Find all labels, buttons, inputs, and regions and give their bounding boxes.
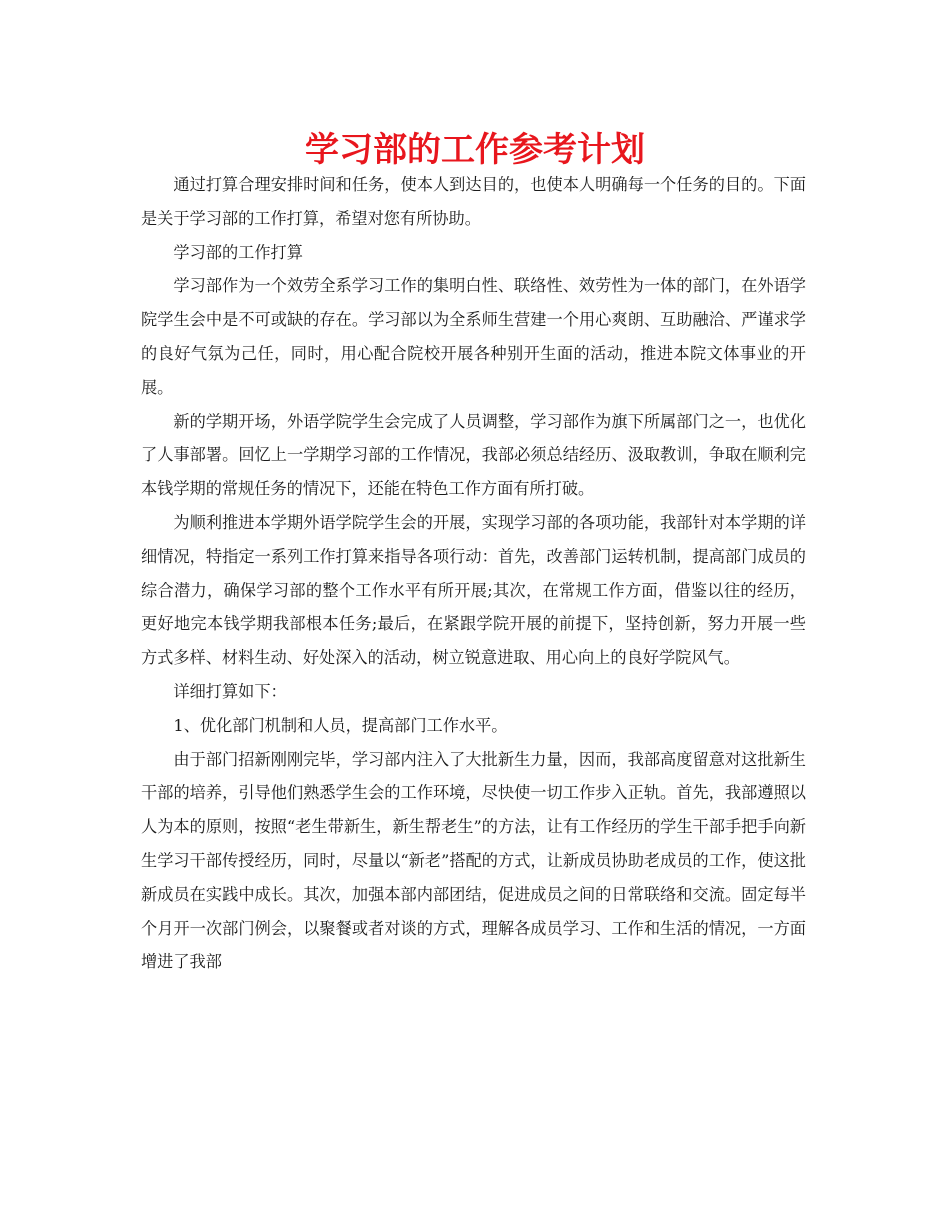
paragraph-heading: 学习部的工作打算 (173, 242, 303, 262)
paragraph-new-semester: 新的学期开场，外语学院学生会完成了人员调整，学习部作为旗下所属部门之一，也优化了人事部署。回忆上一学期学习部的工作情况，我部必须总结经历、汲取教训，争取在顺利完本钱学期的常规任务的情况下，还能在特色工作方面有所打破。 (141, 411, 806, 499)
paragraph-details-label: 详细打算如下： (173, 681, 287, 701)
document-body (141, 168, 806, 979)
paragraph-item-1-detail: 由于部门招新刚刚完毕，学习部内注入了大批新生力量，因而，我部高度留意对这批新生干部的培养，引导他们熟悉学生会的工作环境，尽快使一切工作步入正轨。首先，我部遵照以人为本的原则，按照“老生带新生，新生帮老生”的方法，让有工作经历的学生干部手把手向新生学习干部传授经历，同时，尽量以“新老”搭配的方式，让新成员协助老成员的工作，使这批新成员在实践中成长。其次，加强本部内部团结，促进成员之间的日常联络和交流。固定每半个月开一次部门例会，以聚餐或者对谈的方式，理解各成员学习、工作和生活的情况，一方面增进了我部 (141, 749, 806, 972)
paragraph-plan-overview: 为顺利推进本学期外语学院学生会的开展，实现学习部的各项功能，我部针对本学期的详细情况，特指定一系列工作打算来指导各项行动：首先，改善部门运转机制，提高部门成员的综合潜力，确保学习部的整个工作水平有所开展;其次，在常规工作方面，借鉴以往的经历，更好地完本钱学期我部根本任务;最后，在紧跟学院开展的前提下，坚持创新，努力开展一些方式多样、材料生动、好处深入的活动，树立锐意进取、用心向上的良好学院风气。 (141, 512, 806, 668)
document-title: 学习部的工作参考计划 (305, 130, 645, 170)
paragraph-intro: 通过打算合理安排时间和任务，使本人到达目的，也使本人明确每一个任务的目的。下面是关于学习部的工作打算，希望对您有所协助。 (141, 175, 806, 228)
paragraph-item-1: 1、优化部门机制和人员，提高部门工作水平。 (173, 715, 508, 735)
paragraph-department-role: 学习部作为一个效劳全系学习工作的集明白性、联络性、效劳性为一体的部门，在外语学院学生会中是不可或缺的存在。学习部以为全系师生营建一个用心爽朗、互助融洽、严谨求学的良好气氛为己任，同时，用心配合院校开展各种别开生面的活动，推进本院文体事业的开展。 (141, 276, 806, 397)
